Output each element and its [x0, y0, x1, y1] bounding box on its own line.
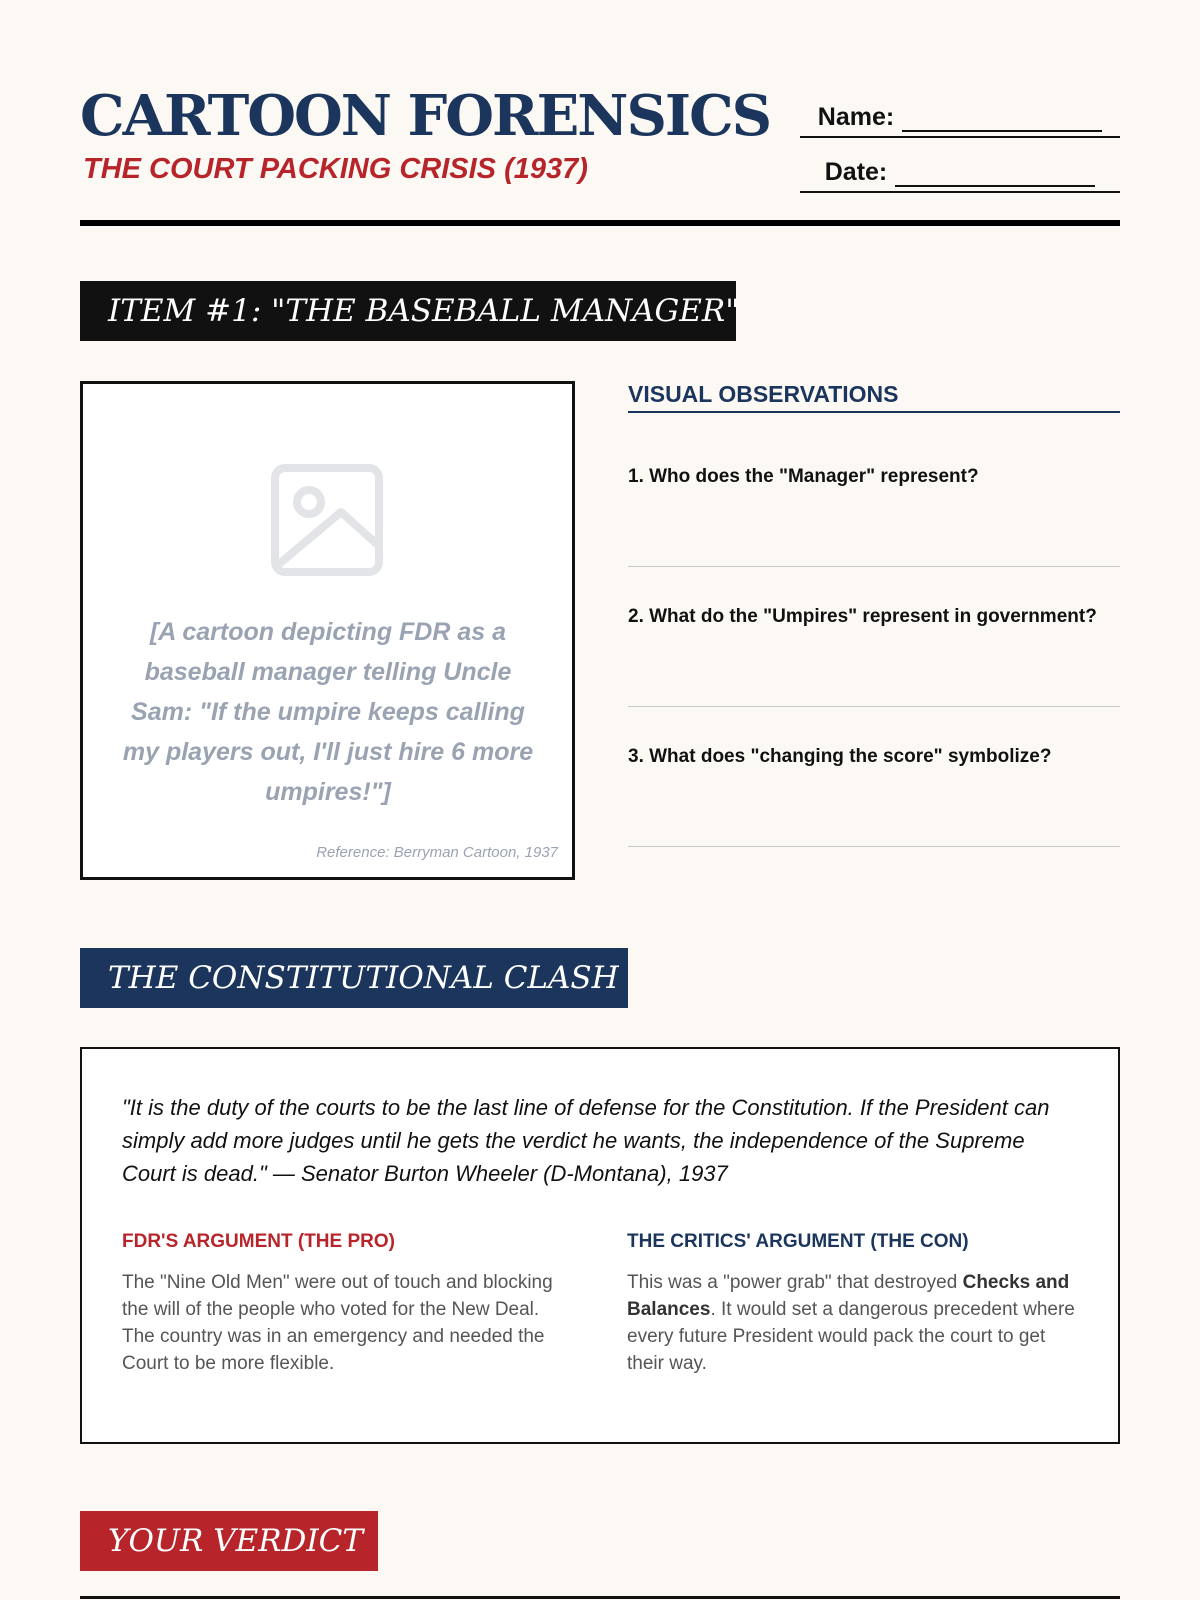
wheeler-quote: "It is the duty of the courts to be the last line of defense for the Constitution. If the President can simply add more judges until he gets the verdict he wants, the independence of the Supreme Court is dead." — Senator Burton Wheeler (D-Montana), 1937: [122, 1095, 1050, 1186]
cartoon-placeholder: [80, 381, 575, 880]
cartoon-reference: Reference: Berryman Cartoon, 1937: [316, 844, 558, 861]
header-divider: [80, 220, 1120, 226]
constitutional-clash-box: [80, 1047, 1120, 1444]
question-3[interactable]: 3. What does "changing the score" symbolize?: [628, 746, 1120, 847]
date-blank-line[interactable]: [895, 163, 1095, 187]
pro-title: FDR'S ARGUMENT (THE PRO): [122, 1231, 395, 1252]
verdict-box-top-edge: [80, 1596, 1120, 1599]
question-1[interactable]: 1. Who does the "Manager" represent?: [628, 466, 1120, 567]
name-blank-line[interactable]: [902, 108, 1102, 132]
cartoon-description: [A cartoon depicting FDR as a baseball manager telling Uncle Sam: "If the umpire keeps calling my players out, I'll just hire 6 more umpires!"]: [122, 618, 534, 806]
con-text-part-1: This was a "power grab" that destroyed: [627, 1272, 963, 1293]
date-field[interactable]: [800, 143, 1120, 193]
name-field[interactable]: [800, 88, 1120, 138]
clash-banner: THE CONSTITUTIONAL CLASH: [80, 948, 628, 1008]
visual-observations: [628, 381, 1120, 767]
pro-text: The "Nine Old Men" were out of touch and blocking the will of the people who voted for the New Deal. The country was in an emergency and needed the Court to be more flexible.: [122, 1272, 553, 1374]
observations-title: VISUAL OBSERVATIONS: [628, 381, 1120, 413]
con-text-emphasis: Checks and Balances: [627, 1272, 1070, 1320]
con-text-part-2: . It would set a dangerous precedent where every future President would pack the court to get their way.: [627, 1299, 1075, 1374]
image-placeholder-icon: [271, 464, 383, 576]
worksheet-page: [80, 0, 1120, 1600]
question-2[interactable]: 2. What do the "Umpires" represent in government?: [628, 606, 1120, 707]
item1-banner: ITEM #1: "THE BASEBALL MANAGER": [80, 281, 736, 341]
name-label: Name:: [817, 103, 895, 131]
verdict-banner: YOUR VERDICT: [80, 1511, 378, 1571]
pro-argument: [122, 1231, 572, 1377]
date-label: Date:: [824, 158, 888, 186]
page-title: CARTOON FORENSICS: [80, 83, 771, 149]
con-argument: [627, 1231, 1077, 1377]
con-text: [627, 1269, 1077, 1377]
con-title: THE CRITICS' ARGUMENT (THE CON): [627, 1231, 969, 1252]
page-subtitle: THE COURT PACKING CRISIS (1937): [83, 153, 588, 185]
